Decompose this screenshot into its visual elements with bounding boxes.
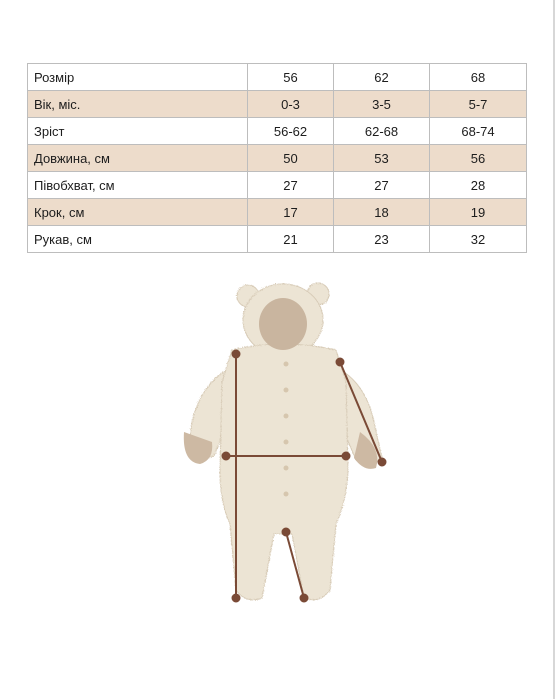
table-row xyxy=(28,91,527,118)
inseam-cell: 19 xyxy=(430,199,527,226)
size-chart-table xyxy=(27,63,527,253)
sleeve-cell: 21 xyxy=(248,226,334,253)
body-icon xyxy=(220,344,348,600)
height-cell: 68-74 xyxy=(430,118,527,145)
age-cell: 5-7 xyxy=(430,91,527,118)
half-girth-cell: 28 xyxy=(430,172,527,199)
row-label: Крок, см xyxy=(28,199,248,226)
half-girth-cell: 27 xyxy=(248,172,334,199)
sleeve-cell: 32 xyxy=(430,226,527,253)
age-cell: 3-5 xyxy=(334,91,430,118)
inseam-cell: 17 xyxy=(248,199,334,226)
table-row xyxy=(28,64,527,91)
table-row xyxy=(28,145,527,172)
table-row xyxy=(28,172,527,199)
size-cell: 62 xyxy=(334,64,430,91)
length-cell: 50 xyxy=(248,145,334,172)
row-label: Зрiст xyxy=(28,118,248,145)
row-label: Півобхват, см xyxy=(28,172,248,199)
half-girth-cell: 27 xyxy=(334,172,430,199)
length-cell: 53 xyxy=(334,145,430,172)
size-cell: 68 xyxy=(430,64,527,91)
length-cell: 56 xyxy=(430,145,527,172)
sleeve-cell: 23 xyxy=(334,226,430,253)
age-cell: 0-3 xyxy=(248,91,334,118)
height-cell: 56-62 xyxy=(248,118,334,145)
size-cell: 56 xyxy=(248,64,334,91)
row-label: Довжина, см xyxy=(28,145,248,172)
hood-opening-icon xyxy=(259,298,307,350)
row-label: Вік, міс. xyxy=(28,91,248,118)
row-label: Розмір xyxy=(28,64,248,91)
height-cell: 62-68 xyxy=(334,118,430,145)
inseam-cell: 18 xyxy=(334,199,430,226)
table-row xyxy=(28,226,527,253)
jumpsuit-measurement-diagram xyxy=(170,272,400,612)
bear-ear-fleece-jumpsuit-icon xyxy=(170,272,400,612)
table-row xyxy=(28,199,527,226)
table-row xyxy=(28,118,527,145)
row-label: Рукав, см xyxy=(28,226,248,253)
